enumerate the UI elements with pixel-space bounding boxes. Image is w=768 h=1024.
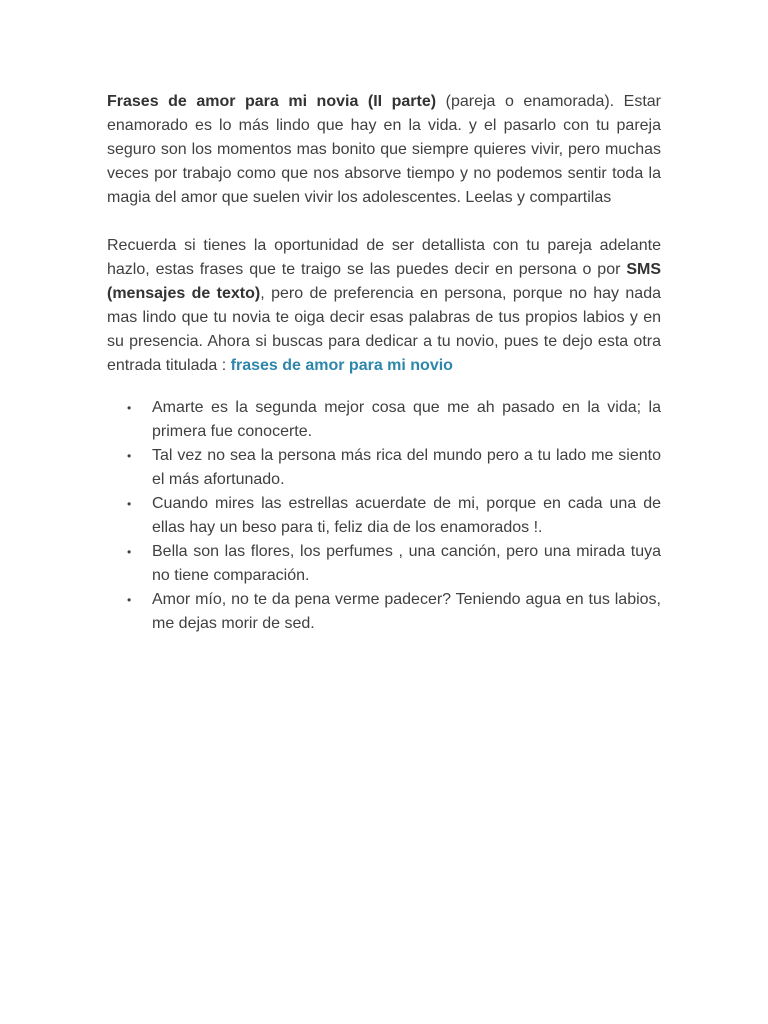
bullet-icon: • xyxy=(127,545,132,559)
bullet-icon: • xyxy=(127,401,132,415)
second-text-before: Recuerda si tienes la oportunidad de ser detallista con tu pareja adelante hazlo, estas frases que te traigo se las puedes decir en persona o por xyxy=(107,237,661,278)
list-item xyxy=(107,588,661,636)
intro-text: (pareja o enamorada). Estar enamorado es lo más lindo que hay en la vida. y el pasarlo con tu pareja seguro son los momentos mas bonito que siempre quieres vivir, pero muchas veces por trabajo como que nos absorve tiempo y no podemos sentir toda la magia del amor que suelen vivir los adolescentes. Leelas y compartilas xyxy=(107,93,662,206)
list-item xyxy=(107,396,661,444)
list-item xyxy=(107,540,661,588)
list-item-text: Bella son las flores, los perfumes , una canción, pero una mirada tuya no tiene comparación. xyxy=(152,543,661,584)
bullet-icon: • xyxy=(127,497,132,511)
list-item xyxy=(107,492,661,540)
list-item xyxy=(107,444,661,492)
novio-link[interactable]: frases de amor para mi novio xyxy=(230,357,453,374)
list-item-text: Amor mío, no te da pena verme padecer? Teniendo agua en tus labios, me dejas morir de sed. xyxy=(152,591,661,632)
sms-bold-text: SMS (mensajes de texto) xyxy=(107,261,661,302)
intro-title: Frases de amor para mi novia (II parte) xyxy=(107,93,437,110)
list-item-text: Amarte es la segunda mejor cosa que me ah pasado en la vida; la primera fue conocerte. xyxy=(152,399,661,440)
second-text-after: , pero de preferencia en persona, porque no hay nada mas lindo que tu novia te oiga decir esas palabras de tus propios labios y en su presencia. Ahora si buscas para dedicar a tu novio, pues te dejo esta otra entrada titulada : xyxy=(107,285,662,374)
phrase-list xyxy=(107,396,661,636)
intro-paragraph xyxy=(107,90,661,210)
bullet-icon: • xyxy=(127,593,132,607)
second-paragraph xyxy=(107,234,661,378)
document-page xyxy=(107,90,661,636)
bullet-icon: • xyxy=(127,449,132,463)
list-item-text: Tal vez no sea la persona más rica del mundo pero a tu lado me siento el más afortunado. xyxy=(152,447,661,488)
list-item-text: Cuando mires las estrellas acuerdate de mi, porque en cada una de ellas hay un beso para ti, feliz dia de los enamorados !. xyxy=(152,495,661,536)
